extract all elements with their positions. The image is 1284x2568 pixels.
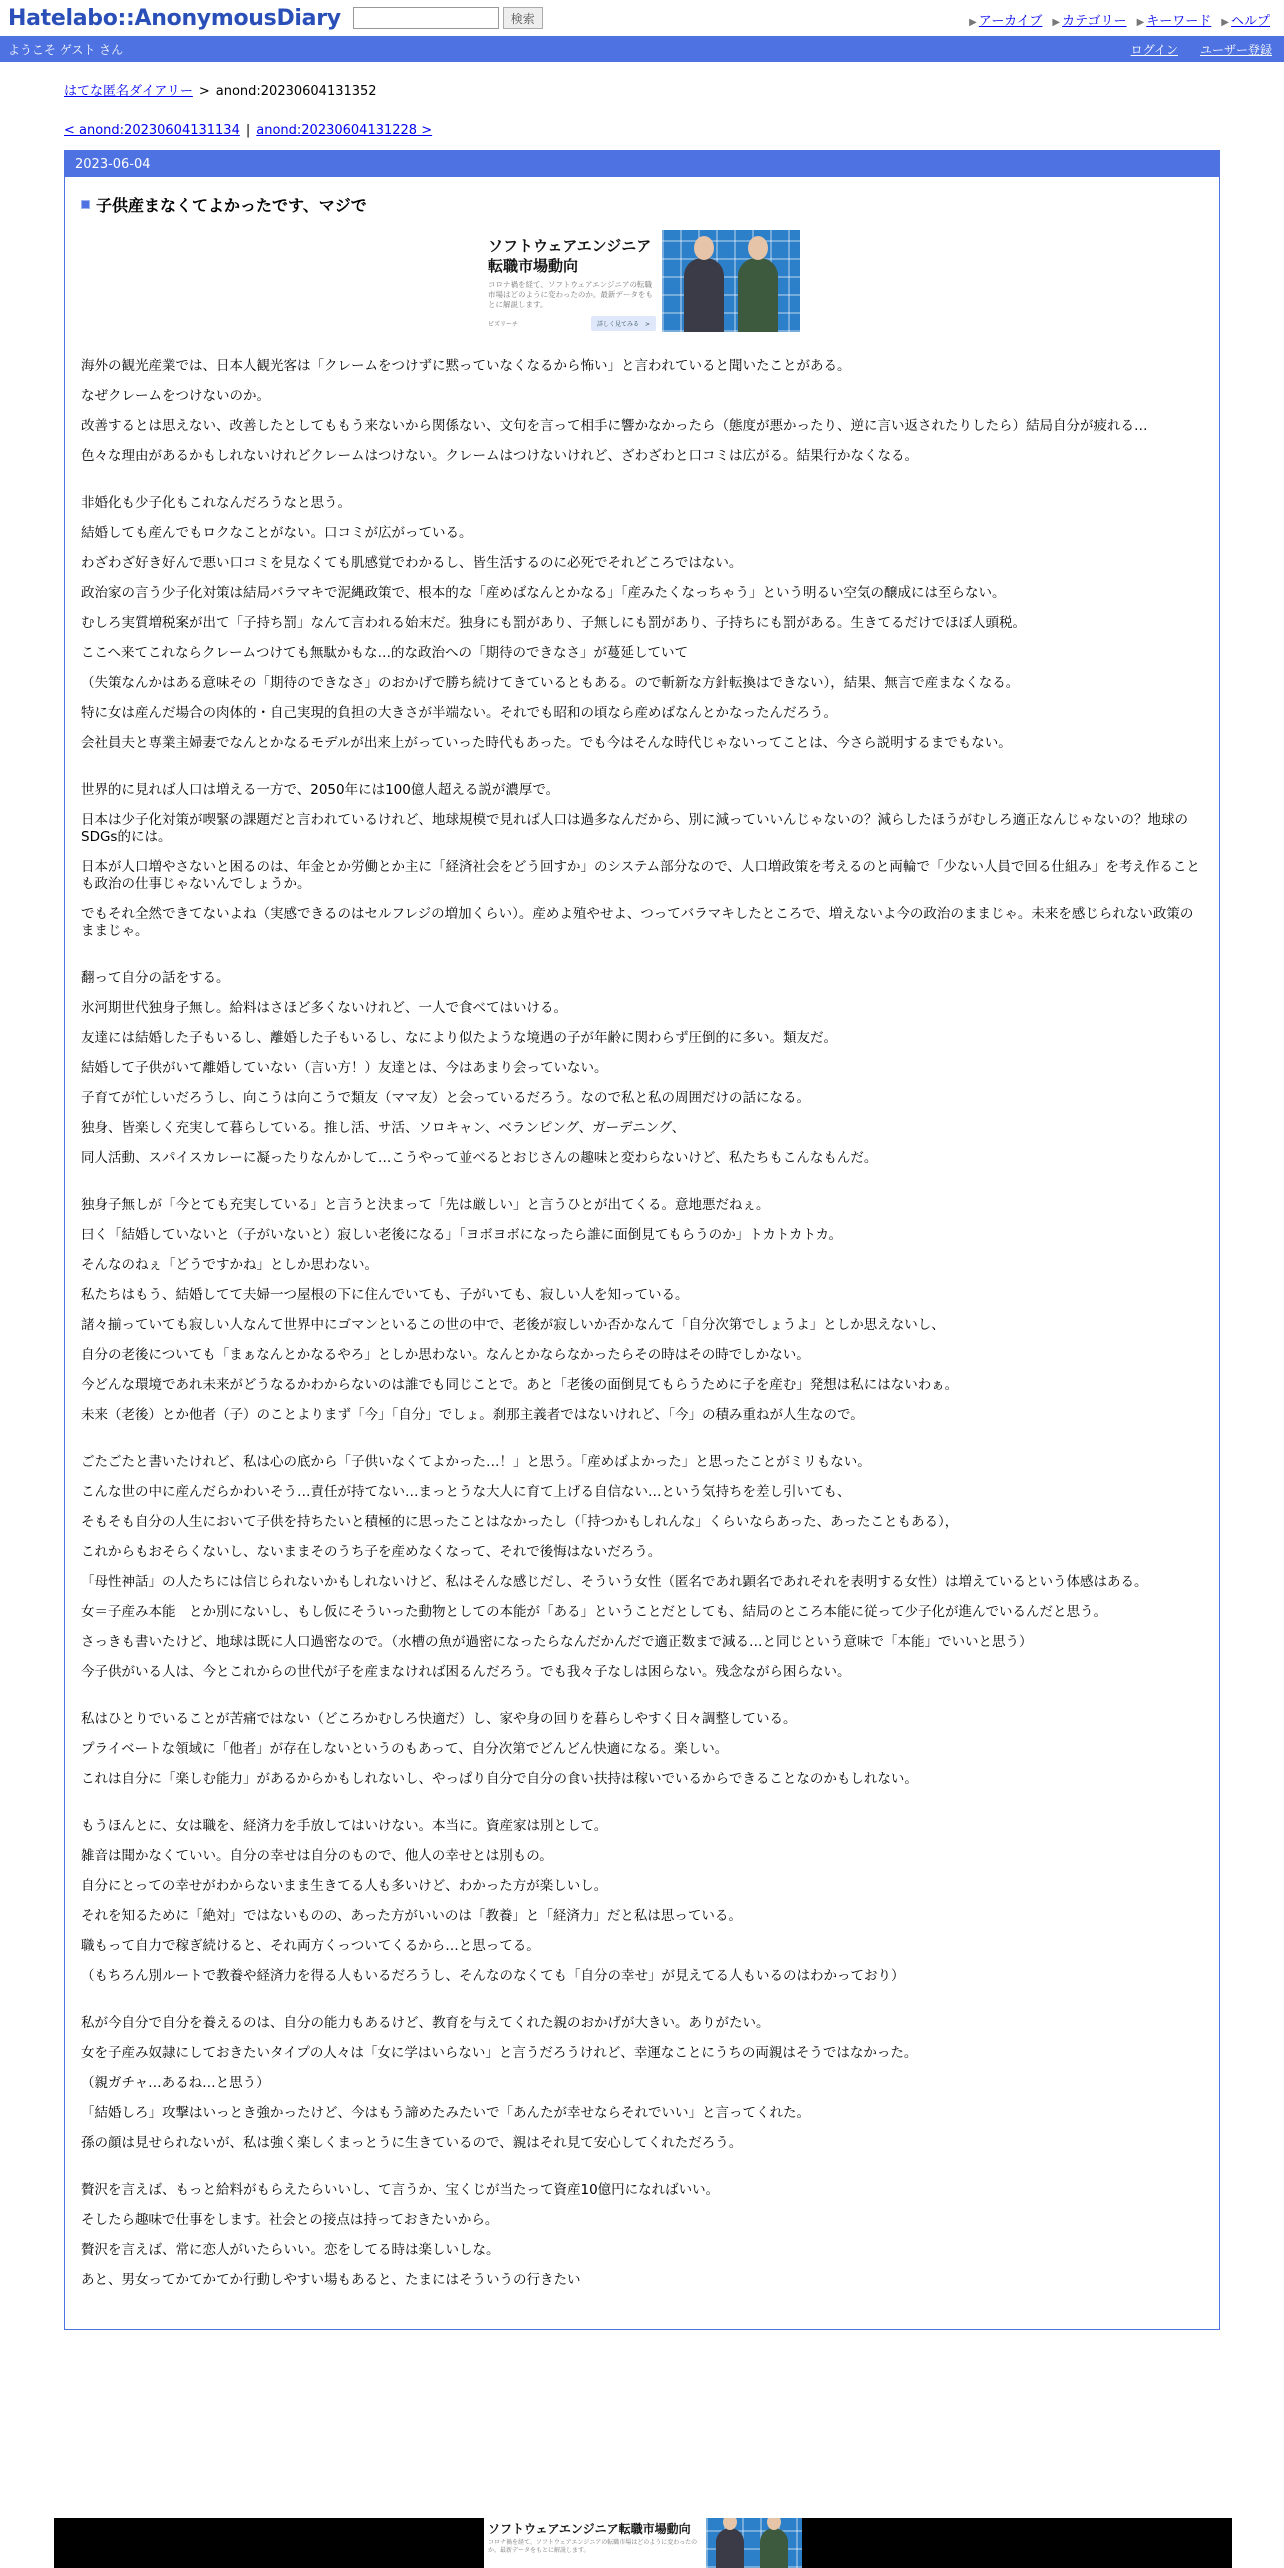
triangle-right-icon: ▶	[1221, 17, 1229, 28]
body-line: 翻って自分の話をする。	[81, 970, 230, 986]
body-line: 独身子無しが「今とても充実している」と言うと決まって「先は厳しい」と言うひとが出てくる。意地悪だねぇ。	[81, 1197, 770, 1213]
body-line: 改善するとは思えない、改善したとしてももう来ないから関係ない、文句を言って相手に響かなかったら（態度が悪かったり、逆に言い返されたりしたら）結局自分が疲れる…	[81, 418, 1148, 434]
body-line: （もちろん別ルートで教養や経済力を得る人もいるだろうし、そんなのなくても「自分の幸せ」が見えてる人もいるのはわかっており）	[81, 1968, 905, 1984]
paragraph-group	[81, 2182, 1201, 2289]
paragraph-group	[81, 970, 1201, 1167]
body-line: 雑音は聞かなくていい。自分の幸せは自分のもので、他人の幸せとは別もの。	[81, 1848, 553, 1864]
person-head	[694, 236, 714, 260]
body-line: 今子供がいる人は、今とこれからの世代が子を産まなければ困るんだろう。でも我々子なしは困らない。残念ながら困らない。	[81, 1664, 851, 1680]
body-line: 未来（老後）とか他者（子）のことよりまず「今」「自分」でしょ。刹那主義者ではないけれど、「今」の積み重ねが人生なので。	[81, 1407, 864, 1423]
ad-photo	[662, 230, 800, 332]
paragraph-group	[81, 782, 1201, 940]
body-line: 世界的に見れば人口は増える一方で、2050年には100億人超える説が濃厚で。	[81, 782, 560, 798]
body-line: 会社員夫と専業主婦妻でなんとかなるモデルが出来上がっていった時代もあった。でも今はそんな時代じゃないってことは、今さら説明するまでもない。	[81, 735, 1012, 751]
top-nav	[969, 10, 1270, 29]
body-line: さっきも書いたけど、地球は既に人口過密なので。（水槽の魚が過密になったらなんだかんだで適正数まで減る…と同じという意味で「本能」でいいと思う）	[81, 1634, 1033, 1650]
body-line: 政治家の言う少子化対策は結局バラマキで泥縄政策で、根本的な「産めばなんとかなる」「産みたくなっちゃう」という明るい空気の醸成には至らない。	[81, 585, 1006, 601]
day-block	[64, 150, 1220, 2330]
body-line: 日本は少子化対策が喫緊の課題だと言われているけれど、地球規模で見れば人口は過多なんだから、別に減っていいんじゃないの？減らしたほうがむしろ適正なんじゃないの？地球のSDGs的には。	[81, 812, 1188, 845]
body-line: 孫の顔は見せられないが、私は強く楽しくまっとうに生きているので、親はそれ見て安心してくれただろう。	[81, 2135, 743, 2151]
nav-archive	[969, 10, 1042, 29]
search-input[interactable]	[353, 7, 499, 29]
ad-backdrop	[662, 230, 800, 332]
body-line: 女＝子産み本能 とか別にないし、もし仮にそういった動物としての本能が「ある」ということだとしても、結局のところ本能に従って少子化が進んでいるんだと思う。	[81, 1604, 1107, 1620]
body-line: これからもおそらくないし、ないままそのうち子を産めなくなって、それで後悔はないだろう。	[81, 1544, 662, 1560]
ad-cta-button[interactable]: 詳しく見てみる >	[591, 316, 656, 331]
person-figure	[738, 258, 778, 332]
body-line: 結婚して子供がいて離婚していない（言い方！）友達とは、今はあまり会っていない。	[81, 1060, 608, 1076]
site-logo[interactable]: Hatelabo::AnonymousDiary	[8, 5, 341, 31]
register-link[interactable]: ユーザー登録	[1199, 42, 1272, 57]
body-line: 自分にとっての幸せがわからないまま生きてる人も多いけど、わかった方が楽しいし。	[81, 1878, 608, 1894]
ad-text	[482, 230, 662, 332]
next-entry-link[interactable]: anond:20230604131228 >	[256, 123, 433, 138]
person-figure	[684, 258, 724, 332]
user-actions	[1131, 41, 1272, 58]
body-line: そもそも自分の人生において子供を持ちたいと積極的に思ったことはなかったし（「持つかもしれんな」くらいならあった、あったこともある），	[81, 1514, 959, 1530]
breadcrumb-current: anond:20230604131352	[215, 84, 377, 99]
body-line: でもそれ全然できてないよね（実感できるのはセルフレジの増加くらい）。産めよ殖やせよ、つってバラマキしたところで、増えないよ今の政治のままじゃ。未来を感じられない政策のままじゃ。	[81, 906, 1194, 939]
bottom-ad-description: コロナ禍を経て、ソフトウェアエンジニアの転職市場はどのように変わったのか。最新データをもとに解説します。	[488, 2539, 698, 2554]
body-line: 私たちはもう、結婚してて夫婦一つ屋根の下に住んでいても、子がいても、寂しい人を知っている。	[81, 1287, 689, 1303]
body-line: 曰く「結婚していないと（子がいないと）寂しい老後になる」「ヨボヨボになったら誰に面倒見てもらうのか」トカトカトカ。	[81, 1227, 842, 1243]
body-line: あと、男女ってかてかてか行動しやすい場もあると、たまにはそういうの行きたい	[81, 2272, 581, 2288]
paragraph-group	[81, 1711, 1201, 1788]
body-line: 子育てが忙しいだろうし、向こうは向こうで類友（ママ友）と会っているだろう。なので私と私の周囲だけの話になる。	[81, 1090, 810, 1106]
breadcrumb-separator: >	[198, 84, 210, 99]
person-figure	[760, 2528, 788, 2568]
breadcrumb-home-link[interactable]: はてな匿名ダイアリー	[64, 84, 193, 99]
user-bar	[0, 36, 1284, 62]
triangle-right-icon: ▶	[969, 17, 977, 28]
nav-keyword	[1137, 10, 1212, 29]
nav-category-link[interactable]: カテゴリー	[1062, 14, 1127, 29]
body-line: そしたら趣味で仕事をします。社会との接点は持っておきたいから。	[81, 2212, 499, 2228]
body-line: 女を子産み奴隷にしておきたいタイプの人々は「女に学はいらない」と言うだろうけれど、幸運なことにうちの両親はそうではなかった。	[81, 2045, 918, 2061]
breadcrumb	[64, 80, 1220, 99]
body-line: ごたごたと書いたけれど、私は心の底から「子供いなくてよかった…！」と思う。「産めばよかった」と思ったことがミリもない。	[81, 1454, 871, 1470]
body-line: それを知るために「絶対」ではないものの、あった方がいいのは「教養」と「経済力」だと私は思っている。	[81, 1908, 742, 1924]
body-line: 贅沢を言えば、常に恋人がいたらいい。恋をしてる時は楽しいしな。	[81, 2242, 500, 2258]
paragraph-group	[81, 1818, 1201, 1985]
body-line: なぜクレームをつけないのか。	[81, 388, 270, 404]
body-line: 非婚化も少子化もこれなんだろうなと思う。	[81, 495, 351, 511]
entry-title-text: 子供産まなくてよかったです、マジで	[96, 196, 367, 215]
square-bullet-icon[interactable]	[81, 200, 90, 209]
body-line: 独身、皆楽しく充実して暮らしている。推し活、サ活、ソロキャン、ベランピング、ガーデニング、	[81, 1120, 686, 1136]
body-line: 諸々揃っていても寂しい人なんて世界中にゴマンといるこの世の中で、老後が寂しいか否かなんて「自分次第でしょうよ」としか思えないし、	[81, 1317, 945, 1333]
body-line: （親ガチャ…あるね…と思う）	[81, 2075, 270, 2091]
prev-next-nav	[64, 123, 1220, 138]
body-line: 友達には結婚した子もいるし、離婚した子もいるし、なにより似たような境遇の子が年齢に関わらず圧倒的に多い。類友だ。	[81, 1030, 837, 1046]
body-line: 同人活動、スパイスカレーに凝ったりなんかして…こうやって並べるとおじさんの趣味と変わらないけど、私たちもこんなもんだ。	[81, 1150, 878, 1166]
nav-category	[1052, 10, 1126, 29]
welcome-text: ようこそ ゲスト さん	[8, 42, 124, 57]
triangle-right-icon: ▶	[1052, 17, 1061, 28]
body-line: 氷河期世代独身子無し。給料はさほど多くないけれど、一人で食べてはいける。	[81, 1000, 567, 1016]
login-link[interactable]: ログイン	[1130, 42, 1178, 57]
paragraph-group	[81, 2015, 1201, 2152]
entry-section	[65, 177, 1219, 2329]
body-line: これは自分に「楽しむ能力」があるからかもしれないし、やっぱり自分で自分の食い扶持は稼いでいるからできることなのかもしれない。	[81, 1771, 918, 1787]
body-line: （失策なんかはある意味その「期待のできなさ」のおかげで勝ち続けてきているともある。ので斬新な方針転換はできない），結果、無言で産まなくなる。	[81, 675, 1020, 691]
nav-help-link[interactable]: ヘルプ	[1230, 14, 1270, 29]
triangle-right-icon: ▶	[1136, 17, 1145, 28]
day-date: 2023-06-04	[65, 151, 1219, 177]
person-figure	[716, 2528, 744, 2568]
person-head	[767, 2518, 781, 2530]
main-content	[64, 80, 1220, 2330]
ad-footer	[488, 316, 656, 331]
body-line: 私が今自分で自分を養えるのは、自分の能力もあるけど、教育を与えてくれた親のおかげが大きい。ありがたい。	[81, 2015, 770, 2031]
nav-archive-link[interactable]: アーカイブ	[978, 14, 1043, 29]
paragraph-group	[81, 1454, 1201, 1681]
body-line: ここへ来てこれならクレームつけても無駄かもな…的な政治への「期待のできなさ」が蔓延していて	[81, 645, 688, 661]
paragraph-group	[81, 358, 1201, 465]
nav-help	[1221, 10, 1270, 29]
body-line: 「結婚しろ」攻撃はいっとき強かったけど、今はもう諦めたみたいで「あんたが幸せならそれでいい」と言ってくれた。	[81, 2105, 810, 2121]
search-button[interactable]: 検索	[503, 7, 543, 29]
entry-body	[81, 358, 1201, 2289]
body-line: 海外の観光産業では、日本人観光客は「クレームをつけずに黙っていなくなるから怖い」と言われていると聞いたことがある。	[81, 358, 851, 374]
body-line: そんなのねぇ「どうですかね」としか思わない。	[81, 1257, 378, 1273]
body-line: 色々な理由があるかもしれないけれどクレームはつけない。クレームはつけないけれど、ざわざわと口コミは広がる。結果行かなくなる。	[81, 448, 918, 464]
body-line: 今どんな環境であれ未来がどうなるかわからないのは誰でも同じことで。あと「老後の面倒見てもらうために子を産む」発想は私にはないわぁ。	[81, 1377, 959, 1393]
paragraph-group	[81, 1197, 1201, 1424]
prev-entry-link[interactable]: < anond:20230604131134	[64, 123, 240, 138]
body-line: むしろ実質増税案が出て「子持ち罰」なんて言われる始末だ。独身にも罰があり、子無しにも罰があり、子持ちにも罰がある。生きてるだけでほぼ人頭税。	[81, 615, 1026, 631]
ad-brand: ビズリーチ	[488, 321, 519, 328]
body-line: こんな世の中に産んだらかわいそう…責任が持てない…まっとうな大人に育て上げる自信ない…という気持ちを差し引いても、	[81, 1484, 851, 1500]
body-line: 特に女は産んだ場合の肉体的・自己実現的負担の大きさが半端ない。それでも昭和の頃なら産めばなんとかなったんだろう。	[81, 705, 837, 721]
ad-headline: ソフトウェアエンジニア 転職市場動向	[488, 237, 652, 275]
ad-banner[interactable]	[482, 230, 800, 332]
body-line: 贅沢を言えば、もっと給料がもらえたらいいし、て言うか、宝くじが当たって資産10億円になればいい。	[81, 2182, 720, 2198]
entry-title	[81, 193, 1201, 216]
bottom-ad-text	[484, 2518, 706, 2568]
body-line: 日本が人口増やさないと困るのは、年金とか労働とか主に「経済社会をどう回すか」のシステム部分なので、人口増政策を考えるのと両輪で「少ない人員で回る仕組み」を考え作ることも政治の仕事じゃないんでしょうか。	[81, 859, 1200, 892]
body-line: 私はひとりでいることが苦痛ではない（どころかむしろ快適だ）し、家や身の回りを暮らしやすく日々調整している。	[81, 1711, 797, 1727]
body-line: もうほんとに、女は職を、経済力を手放してはいけない。本当に。資産家は別として。	[81, 1818, 608, 1834]
nav-keyword-link[interactable]: キーワード	[1146, 14, 1212, 29]
bottom-ad-headline: ソフトウェアエンジニア転職市場動向	[488, 2522, 691, 2536]
prev-next-separator: |	[245, 123, 251, 138]
body-line: わざわざ好き好んで悪い口コミを見なくても肌感覚でわかるし、皆生活するのに必死でそれどころではない。	[81, 555, 743, 571]
bottom-ad-photo	[706, 2518, 802, 2568]
ad-description: コロナ禍を経て、ソフトウェアエンジニアの転職市場はどのように変わったのか。最新データをもとに解説します。	[488, 280, 653, 309]
person-head	[748, 236, 768, 260]
body-line: 結婚しても産んでもロクなことがない。口コミが広がっている。	[81, 525, 473, 541]
paragraph-group	[81, 495, 1201, 752]
top-header	[0, 0, 1284, 36]
body-line: 「母性神話」の人たちには信じられないかもしれないけど、私はそんな感じだし、そういう女性（匿名であれ顕名であれそれを表明する女性）は増えているという体感はある。	[81, 1574, 1148, 1590]
person-head	[723, 2518, 737, 2530]
body-line: プライベートな領域に「他者」が存在しないというのもあって、自分次第でどんどん快適になる。楽しい。	[81, 1741, 729, 1757]
body-line: 自分の老後についても「まぁなんとかなるやろ」としか思わない。なんとかならなかったらその時はその時でしかない。	[81, 1347, 810, 1363]
bottom-ad-banner[interactable]	[484, 2518, 802, 2568]
body-line: 職もって自力で稼ぎ続けると、それ両方くっついてくるから…と思ってる。	[81, 1938, 540, 1954]
bottom-ad-bar	[54, 2518, 1232, 2568]
